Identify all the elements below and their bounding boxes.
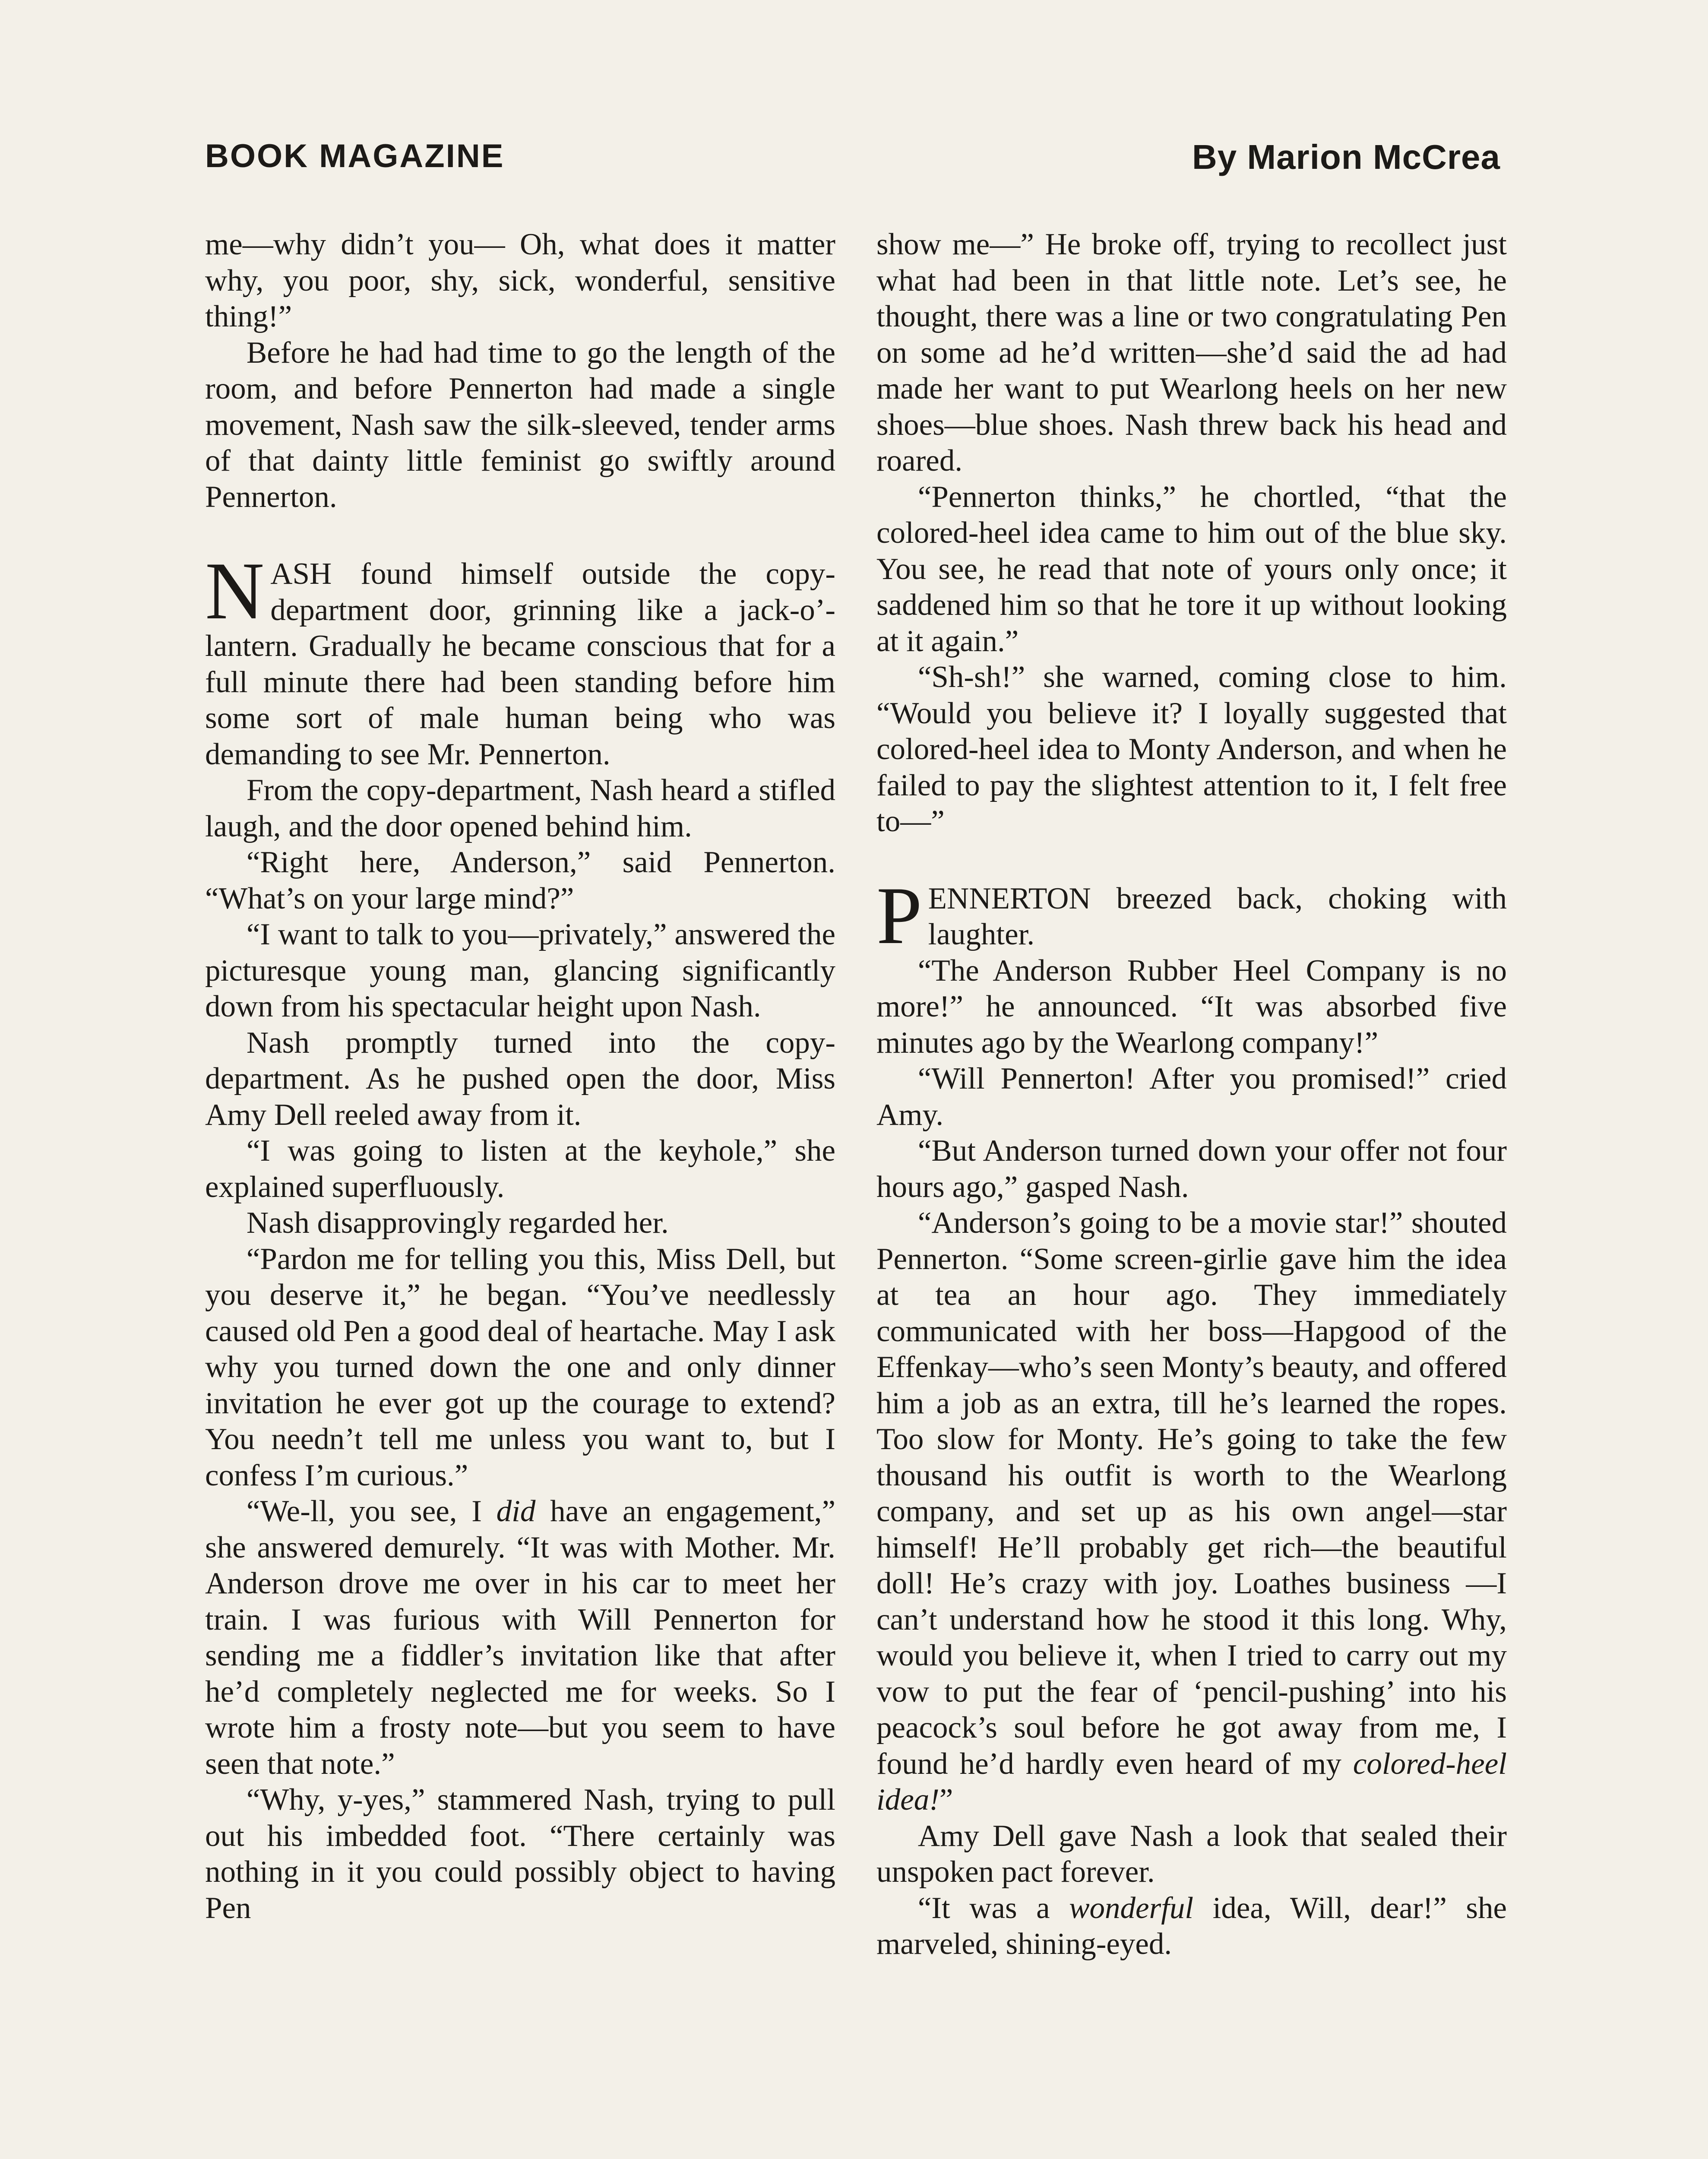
paragraph-text: “We-ll, you see, I bbox=[246, 1494, 497, 1528]
drop-cap: N bbox=[205, 546, 265, 636]
paragraph: “I want to talk to you—privately,” answered the picturesque young man, glancing significantly down from his spectacular height upon Nash. bbox=[205, 918, 835, 1023]
paragraph: show me—” He broke off, trying to recollect just what had been in that little note. Let’s see, he thought, there was a line or two congratulating Pen on some ad he’d written—she’d said the ad had made her want to put Wearlong heels on her new shoes—blue shoes. Nash threw back his head and roared. bbox=[876, 228, 1507, 478]
drop-cap: P bbox=[876, 870, 922, 961]
section-opening-paragraph bbox=[876, 870, 1507, 961]
paragraph bbox=[876, 1890, 1507, 1963]
paragraph: “I was going to listen at the keyhole,” she explained superfluously. bbox=[205, 1134, 835, 1204]
paragraph: “Pardon me for telling you this, Miss Dell, but you deserve it,” he began. “You’ve needlessly caused old Pen a good deal of heartache. May I ask why you turned down the one and only dinner invitation he ever got up the courage to extend? You needn’t tell me unless you want to, but I confess I’m curious.” bbox=[205, 1242, 835, 1492]
paragraph: Before he had had time to go the length of the room, and before Pennerton had made a single movement, Nash saw the silk-sleeved, tender arms of that dainty little feminist go swiftly around Pennerton. bbox=[205, 336, 835, 514]
magazine-title: BOOK MAGAZINE bbox=[205, 138, 505, 174]
paragraph bbox=[205, 1494, 835, 1782]
paragraph: “Pennerton thinks,” he chortled, “that the colored-heel idea came to him out of the blue sky. You see, he read that note of yours only once; it saddened him so that he tore it up without looking at it again.” bbox=[876, 480, 1507, 658]
paragraph: Nash disapprovingly regarded her. bbox=[246, 1206, 669, 1240]
right-column bbox=[876, 227, 1507, 1963]
emphasis-text: did bbox=[496, 1494, 536, 1528]
paragraph: “Will Pennerton! After you promised!” cried Amy. bbox=[876, 1062, 1507, 1132]
paragraph-text: ASH found himself outside the copy-department door, grinning like a jack-o’-lantern. Gradually he became conscious that for a full minute there had been standing before him some sort of male human being who was demanding to see Mr. Pennerton. bbox=[205, 557, 835, 771]
paragraph: “Why, y-yes,” stammered Nash, trying to pull out his imbedded foot. “There certainly was nothing in it you could possibly object to having Pen bbox=[205, 1783, 835, 1925]
paragraph-text: have an engagement,” she answered demurely. “It was with Mother. Mr. Anderson drove me over in his car to meet her train. I was furious with Will Pennerton for sending me a fiddler’s invitation like that after he’d completely neglected me for weeks. So I wrote him a frosty note—but you seem to have seen that note.” bbox=[205, 1494, 835, 1781]
paragraph: me—why didn’t you— Oh, what does it matter why, you poor, shy, sick, wonderful, sensitive thing!” bbox=[205, 228, 835, 333]
left-column bbox=[205, 227, 835, 1926]
paragraph: “The Anderson Rubber Heel Company is no more!” he announced. “It was absorbed five minutes ago by the Wearlong company!” bbox=[876, 953, 1507, 1060]
emphasis-text: wonderful bbox=[1069, 1891, 1194, 1925]
paragraph: Nash promptly turned into the copy-department. As he pushed open the door, Miss Amy Dell reeled away from it. bbox=[205, 1026, 835, 1132]
running-head bbox=[205, 137, 1500, 189]
paragraph-text: ” bbox=[939, 1783, 953, 1817]
paragraph bbox=[876, 1205, 1507, 1818]
paragraph: “Right here, Anderson,” said Pennerton. “What’s on your large mind?” bbox=[205, 845, 835, 915]
paragraph-text: “It was a bbox=[917, 1891, 1069, 1925]
paragraph-text: ENNERTON breezed back, choking with laughter. bbox=[928, 881, 1507, 951]
paragraph: “But Anderson turned down your offer not four hours ago,” gasped Nash. bbox=[876, 1134, 1507, 1204]
paragraph: From the copy-department, Nash heard a stifled laugh, and the door opened behind him. bbox=[205, 773, 835, 843]
section-opening-paragraph bbox=[205, 546, 835, 772]
paragraph: “Sh-sh!” she warned, coming close to him. “Would you believe it? I loyally suggested that colored-heel idea to Monty Anderson, and when he failed to pay the slightest attention to it, I felt free to—” bbox=[876, 660, 1507, 838]
paragraph-text: “Anderson’s going to be a movie star!” shouted Pennerton. “Some screen-girlie gave him the idea at tea an hour ago. They immediately communicated with her boss—Hapgood of the Effenkay—who’s seen Monty’s beauty, and offered him a job as an extra, till he’s learned the ropes. Too slow for Monty. He’s going to take the few thousand his outfit is worth to the Wearlong company, and set up as his own angel—star himself! He’ll probably get rich—the beautiful doll! He’s crazy with joy. Loathes business —I can’t understand how he stood it this long. Why, would you believe it, when I tried to carry out my vow to put the fear of ‘pencil-pushing’ into his peacock’s soul before he got away from me, I found he’d hardly even heard of my bbox=[876, 1206, 1507, 1781]
paragraph-text: idea, Will, dear!” she marveled, shining-eyed. bbox=[876, 1891, 1507, 1961]
author-byline: By Marion McCrea bbox=[1192, 138, 1500, 176]
emphasis-text: colored-heel idea! bbox=[876, 1747, 1507, 1817]
paragraph: Amy Dell gave Nash a look that sealed their unspoken pact forever. bbox=[876, 1819, 1507, 1889]
